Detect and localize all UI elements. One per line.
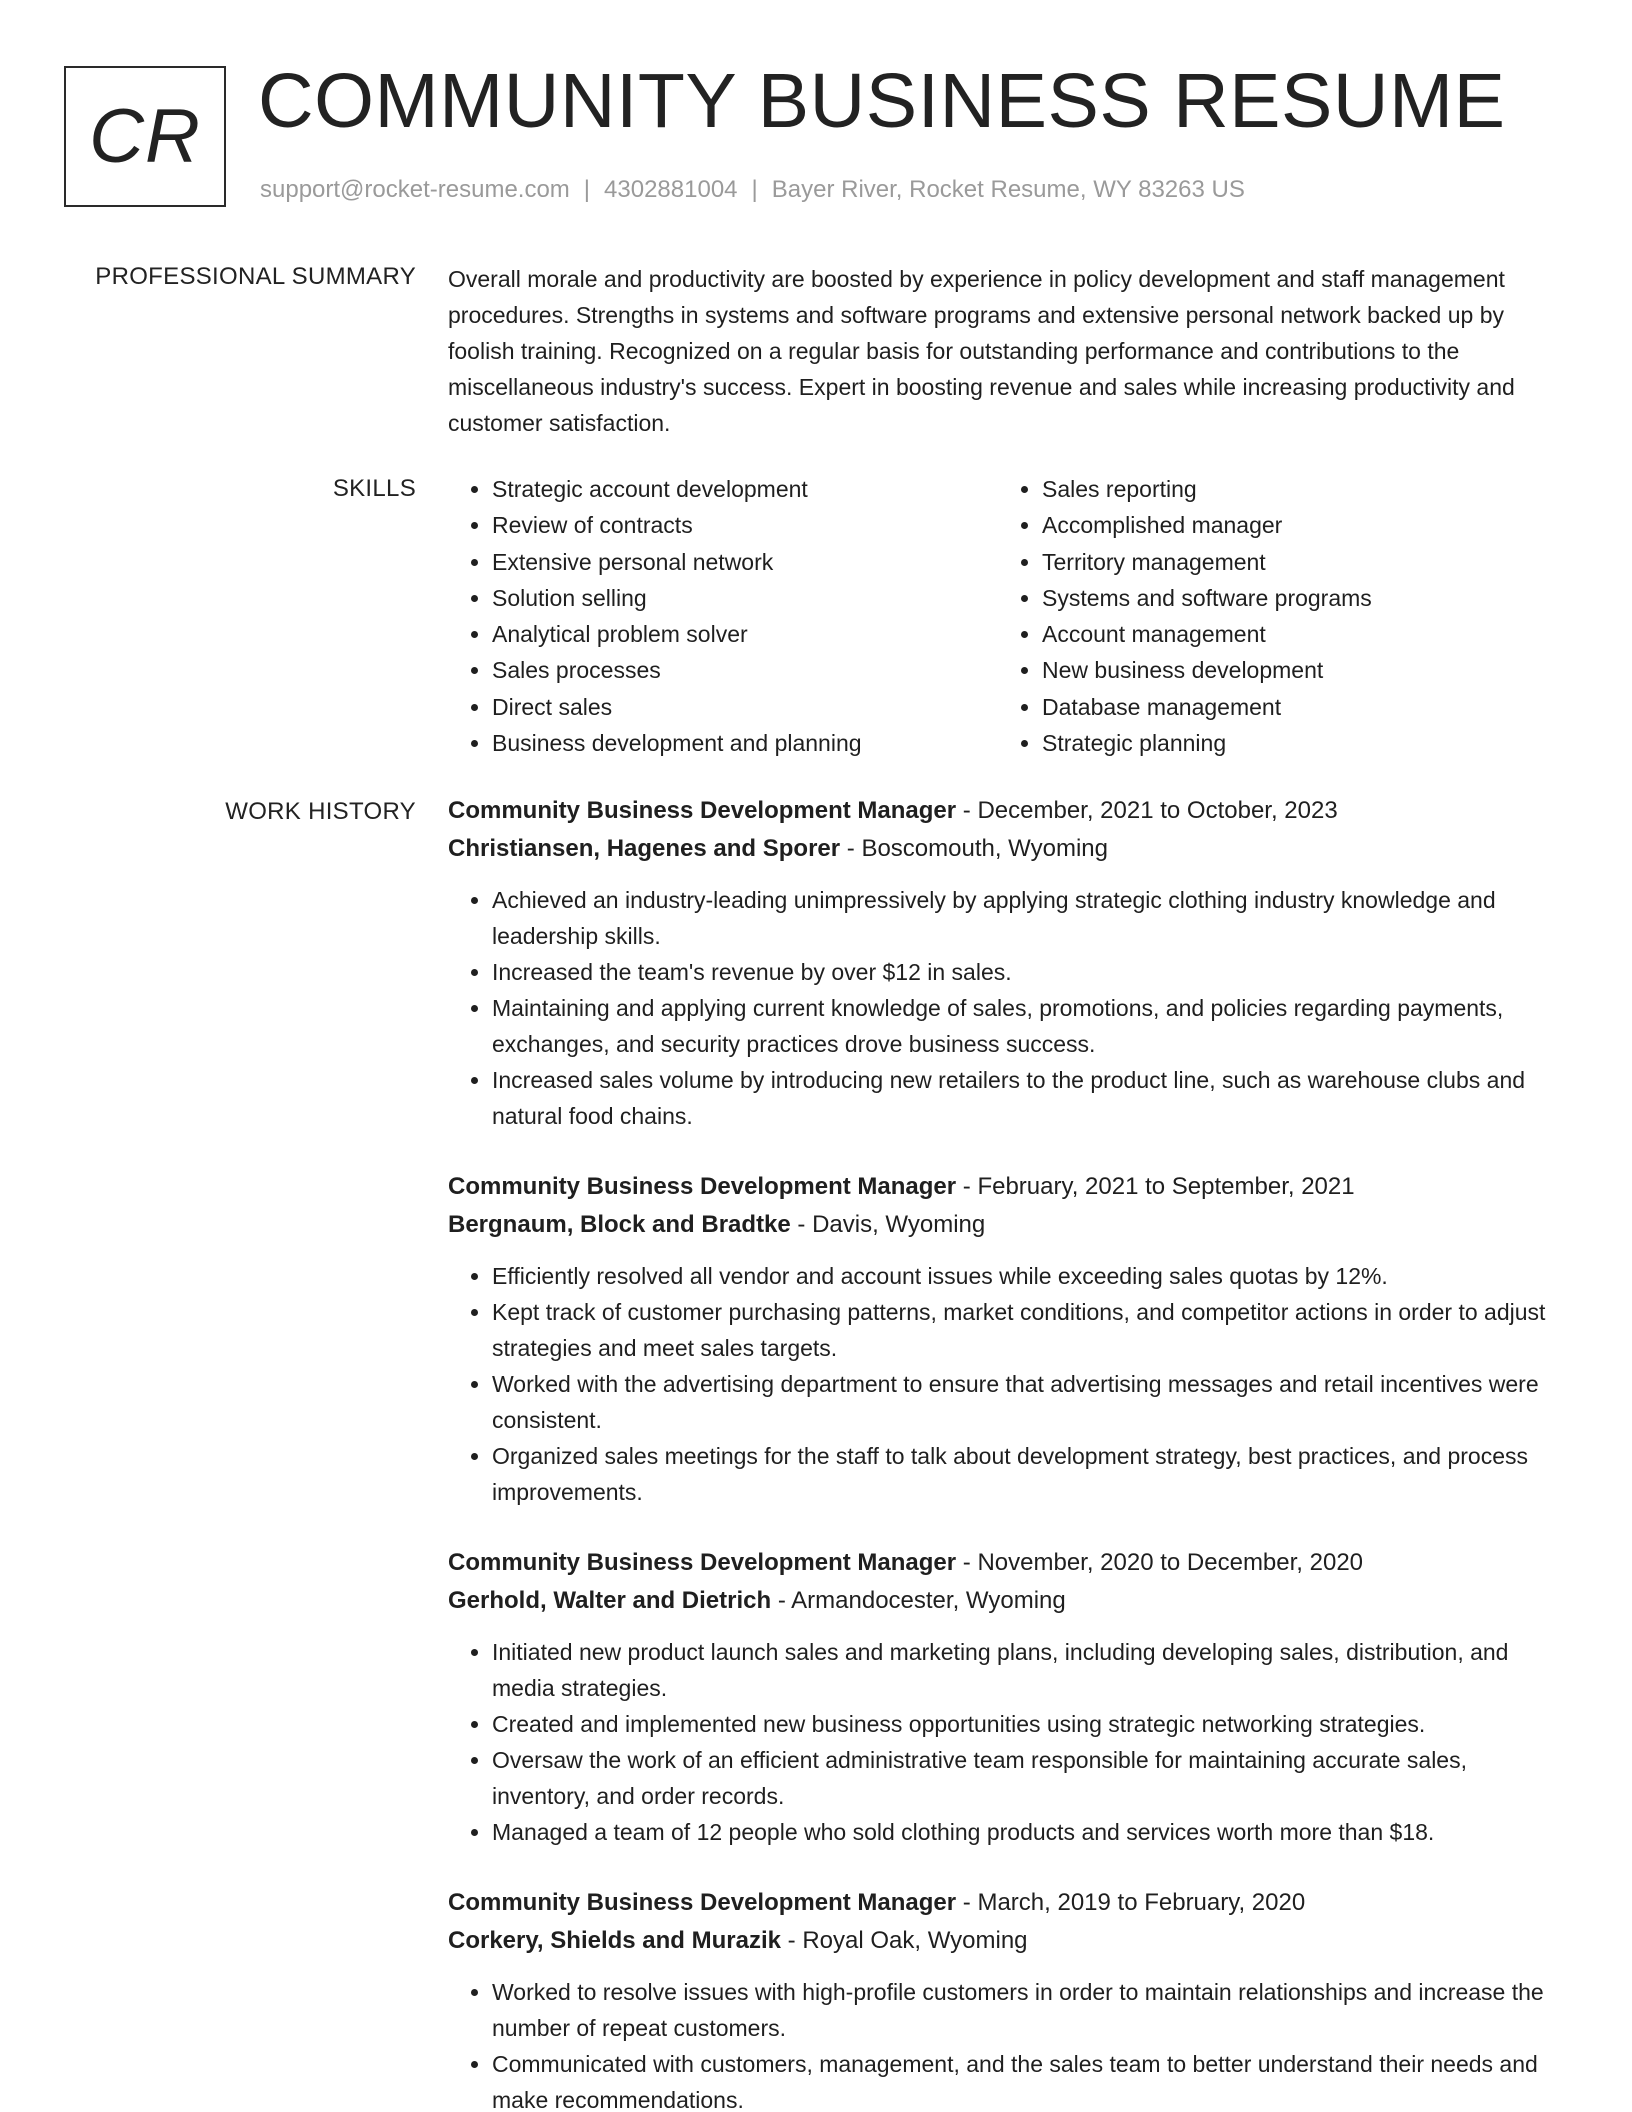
job-company: Bergnaum, Block and Bradtke [448,1211,791,1238]
skills-list-right [998,471,1372,761]
job-bullet: • Communicated with customers, management, and the sales team to better understand their needs and make recommendations. [492,2046,1564,2112]
skill-item: • Analytical problem solver [492,616,862,652]
job-role-line [448,1168,1564,1206]
job-company-line [448,1206,1564,1244]
skill-item: • Strategic planning [1042,725,1372,761]
section-title-summary: PROFESSIONAL SUMMARY [95,263,416,290]
job-bullet: • Worked with the advertising department to ensure that advertising messages and retail incentives were consistent. [492,1366,1564,1438]
job-role: Community Business Development Manager [448,797,957,824]
skill-item: • New business development [1042,652,1372,688]
skill-item: • Extensive personal network [492,544,862,580]
separator: | [751,176,758,203]
job-dates: - December, 2021 to October, 2023 [956,797,1338,824]
job-company: Christiansen, Hagenes and Sporer [448,835,841,862]
job-role: Community Business Development Manager [448,1173,957,1200]
skill-item: • Account management [1042,616,1372,652]
job-bullet: • Organized sales meetings for the staff to talk about development strategy, best practices, and process improvements. [492,1438,1564,1510]
skill-item: • Territory management [1042,544,1372,580]
separator: | [583,176,591,203]
job-role: Community Business Development Manager [448,1889,957,1916]
email-link[interactable]: support@rocket-resume.com [260,176,570,203]
job-bullet: • Managed a team of 12 people who sold clothing products and services worth more than $18. [492,1814,1564,1850]
skill-item: • Strategic account development [492,471,862,507]
job-location: - Royal Oak, Wyoming [781,1927,1028,1954]
job-company-line [448,830,1564,868]
job-bullets [448,882,1564,1134]
address: Bayer River, Rocket Resume, WY 83263 US [771,176,1245,203]
job-role-line [448,792,1564,830]
job-role-line [448,1544,1564,1582]
job-bullets [448,1258,1564,1510]
job-bullets [448,1974,1564,2112]
job-bullet: • Oversaw the work of an efficient administrative team responsible for maintaining accurate sales, inventory, and order records. [492,1742,1564,1814]
skill-item: • Solution selling [492,580,862,616]
job-location: - Boscomouth, Wyoming [840,835,1108,862]
job-company: Corkery, Shields and Murazik [448,1927,781,1954]
skill-item: • Sales processes [492,652,862,688]
job-dates: - November, 2020 to December, 2020 [956,1549,1364,1576]
skill-item: • Systems and software programs [1042,580,1372,616]
work-history-body [448,792,1564,2112]
summary-text: Overall morale and productivity are boosted by experience in policy development and staff management procedures. Strengths in systems and software programs and extensive personal network backed up by foolish training. Recognized on a regular basis for outstanding performance and contributions to the miscellaneous industry's success. Expert in boosting revenue and sales while increasing productivity and customer satisfaction. [448,266,1515,436]
job-company-line [448,1922,1564,1960]
job-entry [448,1884,1564,2112]
job-entry [448,1168,1564,1510]
job-role: Community Business Development Manager [448,1549,957,1576]
job-entry [448,1544,1564,1850]
job-company-line [448,1582,1564,1620]
job-company: Gerhold, Walter and Dietrich [448,1587,772,1614]
job-bullet: • Kept track of customer purchasing patterns, market conditions, and competitor actions in order to adjust strategies and meet sales targets. [492,1294,1564,1366]
skills-list-left [448,471,862,761]
job-dates: - March, 2019 to February, 2020 [956,1889,1306,1916]
skill-item: • Review of contracts [492,507,862,543]
job-bullet: • Initiated new product launch sales and marketing plans, including developing sales, distribution, and media strategies. [492,1634,1564,1706]
job-bullets [448,1634,1564,1850]
section-title-work-history: WORK HISTORY [225,798,416,825]
job-bullet: • Increased the team's revenue by over $12 in sales. [492,954,1564,990]
skill-item: • Business development and planning [492,725,862,761]
skill-item: • Sales reporting [1042,471,1372,507]
section-title-skills: SKILLS [332,475,416,502]
job-bullet: • Worked to resolve issues with high-profile customers in order to maintain relationships and increase the number of repeat customers. [492,1974,1564,2046]
job-dates: - February, 2021 to September, 2021 [956,1173,1355,1200]
skill-item: • Accomplished manager [1042,507,1372,543]
job-location: - Armandocester, Wyoming [771,1587,1066,1614]
phone-number: 4302881004 [604,176,738,203]
job-bullet: • Increased sales volume by introducing new retailers to the product line, such as warehouse clubs and natural food chains. [492,1062,1564,1134]
job-bullet: • Created and implemented new business opportunities using strategic networking strategies. [492,1706,1564,1742]
skill-item: • Direct sales [492,689,862,725]
contact-line [260,175,1245,205]
job-role-line [448,1884,1564,1922]
job-bullet: • Achieved an industry-leading unimpressively by applying strategic clothing industry knowledge and leadership skills. [492,882,1564,954]
job-bullet: • Efficiently resolved all vendor and account issues while exceeding sales quotas by 12%. [492,1258,1564,1294]
monogram-logo: CR [64,66,226,207]
job-location: - Davis, Wyoming [790,1211,986,1238]
skill-item: • Database management [1042,689,1372,725]
job-entry [448,792,1564,1134]
resume-title: COMMUNITY BUSINESS RESUME [258,58,1506,144]
job-bullet: • Maintaining and applying current knowledge of sales, promotions, and policies regarding payments, exchanges, and security practices drove business success. [492,990,1564,1062]
